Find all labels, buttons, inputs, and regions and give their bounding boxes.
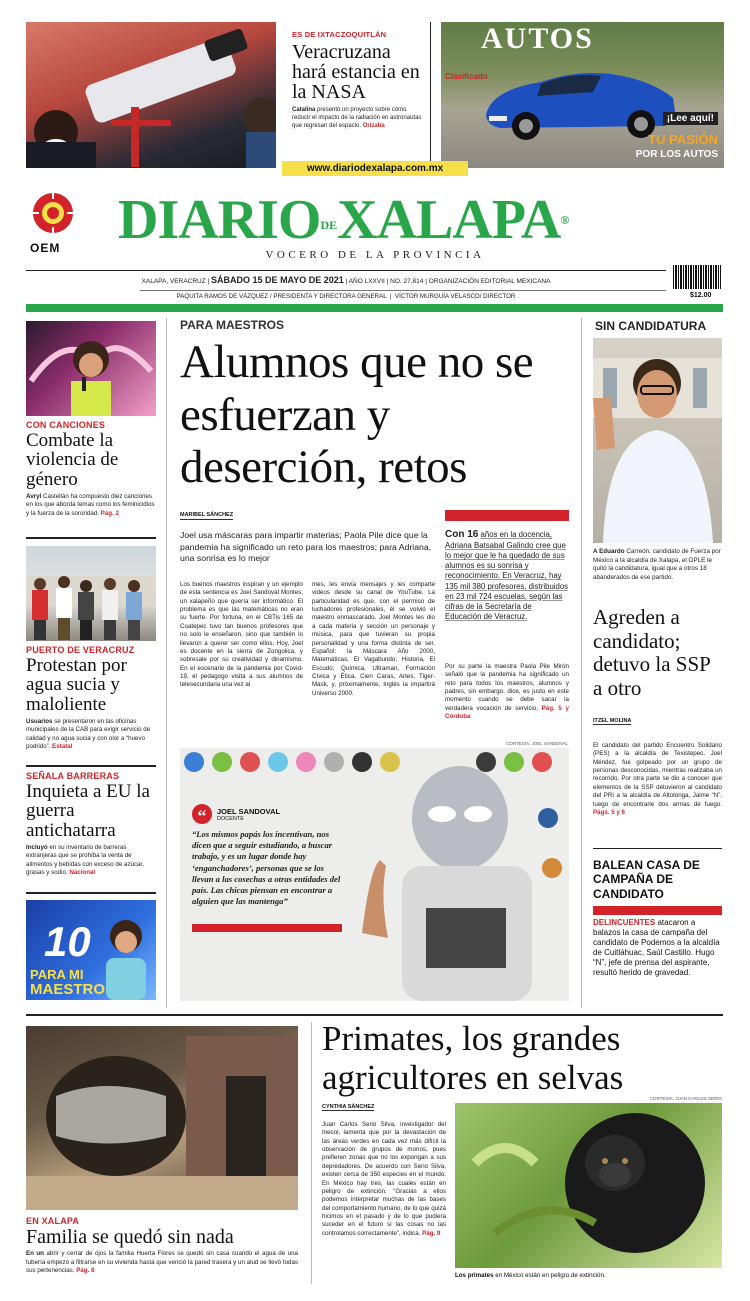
bottom-right-body bbox=[322, 1121, 446, 1283]
main-kicker: PARA MAESTROS bbox=[180, 318, 285, 332]
bottom-right-ref[interactable]: Pág. 9 bbox=[422, 1229, 441, 1237]
right-byline: ITZEL MOLINA bbox=[593, 718, 632, 724]
ear-left-ref[interactable]: Orizaba bbox=[362, 123, 385, 130]
masthead-title[interactable] bbox=[118, 190, 628, 250]
singer-illustration bbox=[26, 321, 156, 416]
s3-lead bbox=[26, 844, 156, 877]
bottom-left-lead-text: abrir y cerrar de ojos la familia Huerta Flores se quedó sin casa cuando el agua de una tubería empezó a filtrarse en su vivienda hasta que venció la pared trasera y un alud se llevó todas sus pertenencias. bbox=[26, 1250, 298, 1275]
promo-line-1: PARA MI bbox=[30, 967, 84, 982]
main-photo-credit: CORTESÍA: JOEL SANDOVAL bbox=[506, 741, 568, 746]
right-s2-headline[interactable]: BALEAN CASA DE CAMPAÑA DE CANDIDATO bbox=[593, 858, 700, 901]
bottom-right-body-text: Juan Carlos Serio Silva, investigador del Inecol, lamenta que por la devastación de las áreas verdes en cada vez más difícil la observación de grupos de monos, pues prefieren zonas que no los expongan a sus depredadores. De acuerdo con Serio Silva, existen cerca de 350 especies en el mundo. En México hay tres, las cuales están en peligro de extinción. “Gracias a ellos podemos interpretar muchas de las bases del comportamiento humano, de lo que quizá hicimos en el pasado y de lo que pudiera suceder en el futuro si las cosas no las controlamos correctamente”, indica. bbox=[322, 1121, 446, 1237]
autos-tagline-1: TU PASIÓN bbox=[648, 132, 718, 147]
masthead-motto: VOCERO DE LA PROVINCIA bbox=[265, 249, 485, 261]
masthead-rule-mid bbox=[140, 290, 666, 291]
main-col-3-text: Por su parte la maestra Paola Pile Mirón señaló que la pandemia ha significado un reto para todos los maestros, alumnos y padres, sin embargo, dice, es justo en este momento cuando se debe sacar la verdadera vocación de servicio. bbox=[445, 663, 569, 712]
ear-left-headline[interactable]: Veracruzana hará estancia en la NASA bbox=[292, 41, 420, 103]
bottom-rule bbox=[26, 1014, 723, 1016]
quote-text: “Los mismos papás los incentivan, nos dicen que a seguir estudiando, a buscar trabajo, y es un lugar donde hay ‘enganchadores’, personas que se los llevan a las cosechas a otras entidades del país. Las chicas piensan en encontrar a alguien que las mantenga” bbox=[192, 829, 341, 907]
left-rule-1 bbox=[26, 537, 156, 539]
main-col-3 bbox=[445, 663, 569, 722]
s1-lead-text: Castellán ha compuesto diez canciones en los que aborda temas como los feminicidios y la fuerza de la sororidad. bbox=[26, 493, 155, 517]
bottom-left-photo bbox=[26, 1026, 298, 1210]
right-photo bbox=[593, 338, 722, 543]
main-sidebar bbox=[445, 528, 569, 622]
main-col-3-ref[interactable]: Pág. 5 y Córdoba bbox=[445, 704, 569, 721]
s3-text bbox=[26, 771, 156, 878]
masthead-name-right: XALAPA bbox=[337, 189, 561, 251]
main-col-1: Los buenos maestros inspiran y un ejemplo de esta sentencia es Joel Sandoval Montes, un xalapeño que quería ser informático. El problema es que las matemáticas no eran su fuerte. Por fortuna, en el CBTis 165 de Coatepec tuvo tan buenos profesores que no solo le enseñaron, sino que también lo llevaron a querer ser como ellos. Hoy, Joel es docente en la sierra de Zongolica, y sobresale por su creatividad y dinamismo. En el escenario de la pandemia por Covid-19, el pedagogo visita a sus alumnos de telesecundaria una vez al bbox=[180, 581, 303, 689]
masthead-name-de: DE bbox=[320, 218, 338, 233]
ear-left-text bbox=[292, 30, 422, 130]
green-band bbox=[26, 304, 723, 312]
right-caption bbox=[593, 548, 722, 582]
s2-text bbox=[26, 645, 156, 752]
website-url[interactable]: www.diariodexalapa.com.mx bbox=[282, 161, 468, 176]
s1-kicker: CON CANCIONES bbox=[26, 420, 106, 430]
bottom-right-headline[interactable]: Primates, los grandes agricultores en selvas bbox=[322, 1019, 624, 1097]
left-rule-3 bbox=[26, 892, 156, 894]
s1-lead bbox=[26, 493, 156, 518]
s1-ref[interactable]: Pág. 2 bbox=[100, 509, 119, 517]
right-body-text: El candidato del partido Encuentro Solidario (PES) a la alcaldía de Texistepec, Joel Méndez, fue golpeado por un grupo de personas desconocidas, mientras realizaba un recorrido. Por otra parte se dio a conocer que elementos de la SSP detuvieron al candidato del PRI a la alcaldía de Altotonga, Jaime “N”, luego de encontrarle dos armas de fuego. bbox=[593, 742, 722, 808]
bottom-left-text bbox=[26, 1216, 298, 1275]
price: $12.00 bbox=[690, 292, 712, 299]
quote-redbar bbox=[192, 924, 342, 932]
right-rule bbox=[593, 848, 722, 849]
right-headline[interactable]: Agreden a candidato; detuvo la SSP a otro bbox=[593, 605, 711, 700]
masthead-registered: ® bbox=[560, 213, 569, 227]
ear-left-lead-text: presentó un proyecto sobre cómo reducir el impacto de la radiación en astronautas que regresan del espacio. bbox=[292, 107, 422, 130]
s3-lead-bold: Incluyó bbox=[26, 844, 48, 852]
protesters-illustration bbox=[26, 546, 156, 641]
right-s2-lead-bold: DELINCUENTES bbox=[593, 918, 656, 927]
quote-role: DOCENTE bbox=[217, 815, 244, 822]
autos-tagline-2: POR LOS AUTOS bbox=[635, 149, 718, 160]
bottom-right-credit: CORTESÍA: JUAN CARLOS SERIO bbox=[649, 1096, 722, 1101]
bottom-right-caption bbox=[455, 1272, 722, 1279]
date-place: XALAPA, VERACRUZ bbox=[141, 278, 206, 285]
promo-number: 10 bbox=[44, 918, 91, 965]
ear-right-autos-promo[interactable] bbox=[441, 22, 724, 168]
right-s2-lead bbox=[593, 918, 722, 978]
main-col-2: mes, les envía mensajes y les comparte videos desde su canal de YouTube. La particularidad es que, con el permiso de luchadores profesionales, él se volvió el maestro enmascarado. Joel Montes les dio a cada materia y sección un personaje y música, para que tuvieran su propia personalidad y una forma distinta de ser. Español: la Máscara Año 2000, Matemáticas, El Vagabundo; Historia, El Escudo, Química, Ultraman, Formación Cívica y Ética, Cien Caras, Artes, Tiger-Mask, y, próximamente, Inglés la impartirá Universo 2000. bbox=[312, 581, 435, 697]
bottom-right-photo bbox=[455, 1103, 722, 1268]
bottom-right-byline: CYNTHIA SÁNCHEZ bbox=[322, 1104, 375, 1110]
main-sidebar-big: Con 16 bbox=[445, 529, 479, 540]
s2-lead bbox=[26, 718, 156, 751]
masthead-rule-top bbox=[26, 270, 666, 271]
candidate-illustration bbox=[593, 338, 722, 543]
ear-left-photo bbox=[26, 22, 276, 168]
main-deck: Joel usa máscaras para impartir materias; Paola Pile dice que la pandemia ha significado un reto para los maestros; para Adriana, una sonrisa es lo mejor bbox=[180, 530, 432, 564]
s3-ref[interactable]: Nacional bbox=[69, 869, 96, 877]
monkey-illustration bbox=[455, 1103, 722, 1268]
right-caption-text: Carreón, candidato de Fuerza por México a la alcaldía de Xalapa, el OPLE le quitó la candidatura, igual que a otros 18 abanderados de ese partido. bbox=[593, 548, 721, 581]
quote-name: JOEL SANDOVAL bbox=[217, 806, 281, 816]
s2-photo bbox=[26, 546, 156, 641]
bottom-left-headline[interactable]: Familia se quedó sin nada bbox=[26, 1226, 234, 1248]
s1-headline[interactable]: Combate la violencia de género bbox=[26, 430, 119, 490]
s2-ref[interactable]: Estatal bbox=[52, 743, 73, 751]
bottom-col-rule bbox=[311, 1022, 312, 1284]
date-number: NO. 27,814 bbox=[390, 278, 424, 285]
autos-title: AUTOS bbox=[481, 22, 594, 55]
ear-left-lead bbox=[292, 106, 422, 130]
main-byline: MARIBEL SÁNCHEZ bbox=[180, 512, 234, 518]
col-rule-right bbox=[581, 318, 582, 1008]
s2-lead-bold: Usuarios bbox=[26, 718, 53, 726]
date-org: ORGANIZACIÓN EDITORIAL MEXICANA bbox=[428, 278, 551, 285]
bottom-left-kicker: EN XALAPA bbox=[26, 1216, 80, 1226]
main-headline[interactable]: Alumnos que no se esfuerzan y deserción, retos bbox=[180, 336, 534, 494]
telescope-illustration bbox=[26, 22, 276, 168]
right-s2-redbar bbox=[593, 906, 722, 915]
collapsed-house-illustration bbox=[26, 1026, 298, 1210]
main-story bbox=[180, 318, 572, 494]
right-s2-lead-text: atacaron a balazos la casa de campaña del candidato de Podemos a la alcaldía de Cuitláhuac, Saúl Castillo. Hugo “N”, jefe de prensa del aspirante, resultó herido de gravedad. bbox=[593, 918, 720, 977]
main-sidebar-text: años en la docencia, Adriana Batsabal Galindo cree que lo mejor que le ha quedado de sus alumnos es su sonrisa y reconocimiento. En Veracruz, hay 135 mil 380 profesores, distribuidos en 23 mil 724 escuelas, según las cifras de la Secretaría de Educación de Veracruz. bbox=[445, 530, 569, 621]
s1-text bbox=[26, 420, 156, 518]
right-ref[interactable]: Págs. 5 y 6 bbox=[593, 808, 625, 816]
s3-kicker: SEÑALA BARRERAS bbox=[26, 771, 120, 781]
autos-badge: Clasificado bbox=[445, 72, 488, 81]
bottom-left-lead-bold: En un bbox=[26, 1250, 44, 1258]
s2-lead-text: se presentaron en las oficinas municipales de la CAB para exigir servicio de calidad y no agua sucia y con olor a “huevo podrido”. bbox=[26, 718, 151, 751]
ear-left-kicker: ES DE IXTACZOQUITLÁN bbox=[292, 30, 387, 39]
ear-left-lead-bold: Catalina bbox=[292, 107, 316, 113]
sun-emblem-icon bbox=[26, 190, 80, 236]
oem-logo bbox=[26, 190, 80, 256]
main-photo bbox=[180, 748, 569, 1001]
right-kicker: SIN CANDIDATURA bbox=[595, 319, 707, 333]
s2-kicker: PUERTO DE VERACRUZ bbox=[26, 645, 135, 655]
main-redbar bbox=[445, 510, 569, 521]
masthead-name-left: DIARIO bbox=[118, 189, 321, 251]
s3-lead-text: en su inventario de barreras extranjeras que se prohíba la venta de alimentos y bebidas con exceso de azúcar, grasas y sodio. bbox=[26, 844, 144, 877]
right-body bbox=[593, 742, 722, 817]
quote-icon: “ bbox=[192, 804, 212, 824]
bottom-left-ref[interactable]: Pág. 8 bbox=[76, 1267, 95, 1275]
quote-block bbox=[192, 804, 342, 907]
girl-illustration bbox=[98, 910, 154, 1000]
left-rule-2 bbox=[26, 765, 156, 767]
oem-text: OEM bbox=[30, 241, 61, 255]
ear-divider bbox=[430, 22, 431, 168]
s1-photo bbox=[26, 321, 156, 416]
bottom-right-caption-bold: Los primates bbox=[455, 1272, 494, 1279]
s1-lead-bold: Avryl bbox=[26, 493, 42, 501]
promo-para-mi-maestro[interactable] bbox=[26, 900, 156, 1000]
right-caption-bold: A Eduardo bbox=[593, 548, 625, 555]
date-text: SÁBADO 15 DE MAYO DE 2021 bbox=[211, 275, 344, 285]
date-line: XALAPA, VERACRUZ | SÁBADO 15 DE MAYO DE 2021 | AÑO LXXVII | NO. 27,814 | ORGANIZACIÓN EDITORIAL MEXICANA bbox=[141, 275, 551, 285]
date-year: AÑO LXXVII bbox=[348, 278, 385, 285]
bottom-left-lead bbox=[26, 1250, 298, 1275]
s2-headline[interactable]: Protestan por agua sucia y maloliente bbox=[26, 655, 127, 715]
s3-headline[interactable]: Inquieta a EU la guerra antichatarra bbox=[26, 781, 150, 841]
barcode bbox=[673, 265, 721, 289]
bottom-right-caption-text: en México están en peligro de extinción. bbox=[495, 1272, 606, 1279]
promo-line-2: MAESTRO bbox=[30, 981, 105, 998]
col-rule-left bbox=[166, 318, 167, 1008]
staff-line: PAQUITA RAMOS DE VÁZQUEZ / PRESIDENTA Y DIRECTORA GENERAL | VÍCTOR MURGUÍA VELASCO/ DIRECTOR bbox=[176, 293, 516, 300]
autos-cta[interactable]: ¡Lee aquí! bbox=[663, 112, 718, 125]
